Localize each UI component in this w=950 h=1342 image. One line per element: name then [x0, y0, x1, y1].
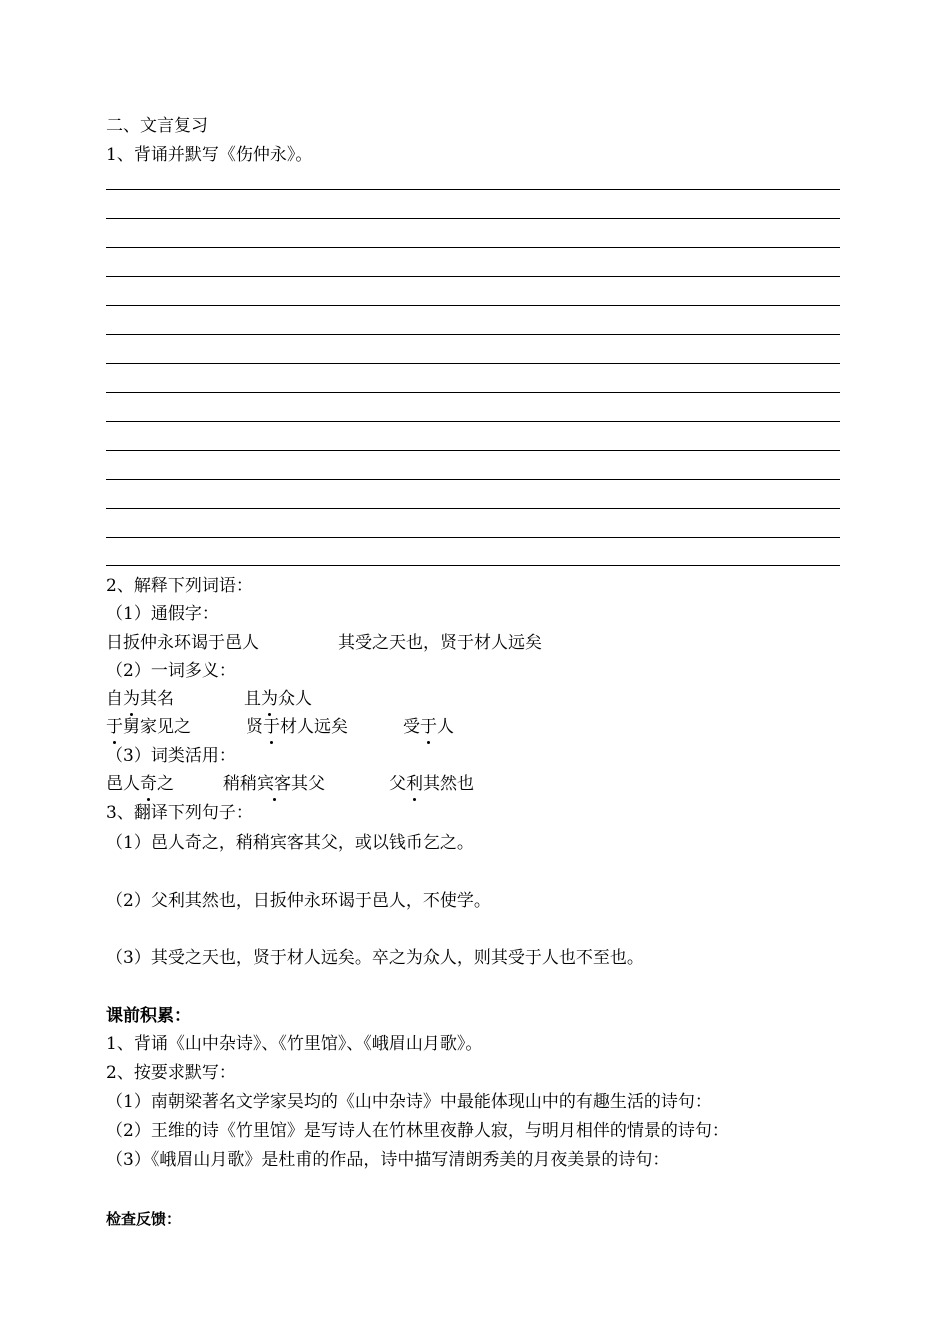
question-2-title: 2、解释下列词语： — [106, 576, 253, 596]
emphasis-char: 奇 — [140, 774, 157, 794]
writing-line[interactable] — [106, 276, 840, 277]
emphasis-char: 宾客 — [257, 774, 291, 794]
emphasis-char: 于 — [420, 717, 437, 737]
q2-part3-label: （3）词类活用： — [106, 746, 236, 766]
phrase: 邑人奇之 — [106, 774, 174, 794]
phrase: 于舅家见之 — [106, 717, 191, 737]
writing-line[interactable] — [106, 450, 840, 451]
writing-line[interactable] — [106, 508, 840, 509]
q2-part1-item-b: 其受之天也，贤于材人远矣 — [338, 633, 542, 653]
q3-sentence-2: （2）父利其然也，日扳仲永环谒于邑人，不使学。 — [106, 891, 491, 911]
section-title: 二、文言复习 — [106, 116, 208, 136]
writing-line[interactable] — [106, 218, 840, 219]
feedback-title: 检查反馈： — [106, 1210, 182, 1228]
emphasis-char: 于 — [106, 717, 123, 737]
writing-line[interactable] — [106, 247, 840, 248]
writing-line[interactable] — [106, 189, 840, 190]
writing-line[interactable] — [106, 537, 840, 538]
phrase: 自为其名 — [106, 689, 174, 709]
writing-line[interactable] — [106, 565, 840, 566]
writing-line[interactable] — [106, 363, 840, 364]
q2-part2-row2 — [106, 716, 454, 738]
emphasis-char: 为 — [261, 689, 278, 709]
q3-sentence-1: （1）邑人奇之，稍稍宾客其父，或以钱币乞之。 — [106, 833, 474, 853]
q2-part2-row1 — [106, 688, 312, 710]
q2-part3-row — [106, 773, 474, 795]
question-3-title: 3、翻译下列句子： — [106, 803, 253, 823]
emphasis-char: 为 — [123, 689, 140, 709]
phrase: 贤于材人远矣 — [246, 717, 348, 737]
emphasis-char: 利 — [406, 774, 423, 794]
phrase: 受于人 — [403, 717, 454, 737]
writing-line[interactable] — [106, 305, 840, 306]
q3-sentence-3: （3）其受之天也，贤于材人远矣。卒之为众人，则其受于人也不至也。 — [106, 948, 644, 968]
preclass-item-2: 2、按要求默写： — [106, 1063, 236, 1083]
writing-line[interactable] — [106, 479, 840, 480]
preclass-sub-1: （1）南朝梁著名文学家吴均的《山中杂诗》中最能体现山中的有趣生活的诗句： — [106, 1092, 712, 1112]
preclass-title: 课前积累： — [106, 1006, 191, 1026]
emphasis-char: 于 — [263, 717, 280, 737]
writing-line[interactable] — [106, 334, 840, 335]
preclass-item-1: 1、背诵《山中杂诗》、《竹里馆》、《峨眉山月歌》。 — [106, 1034, 483, 1054]
phrase: 父利其然也 — [389, 774, 474, 794]
writing-line[interactable] — [106, 421, 840, 422]
writing-line[interactable] — [106, 392, 840, 393]
phrase: 且为众人 — [244, 689, 312, 709]
phrase: 稍稍宾客其父 — [223, 774, 325, 794]
q2-part1-item-a: 日扳仲永环谒于邑人 — [106, 633, 259, 653]
question-1: 1、背诵并默写《伤仲永》。 — [106, 145, 313, 165]
q2-part2-label: （2）一词多义： — [106, 661, 236, 681]
preclass-sub-3: （3）《峨眉山月歌》是杜甫的作品，诗中描写清朗秀美的月夜美景的诗句： — [106, 1150, 670, 1170]
q2-part1-items — [106, 632, 542, 654]
q2-part1-label: （1）通假字： — [106, 604, 219, 624]
preclass-sub-2: （2）王维的诗《竹里馆》是写诗人在竹林里夜静人寂，与明月相伴的情景的诗句： — [106, 1121, 729, 1141]
